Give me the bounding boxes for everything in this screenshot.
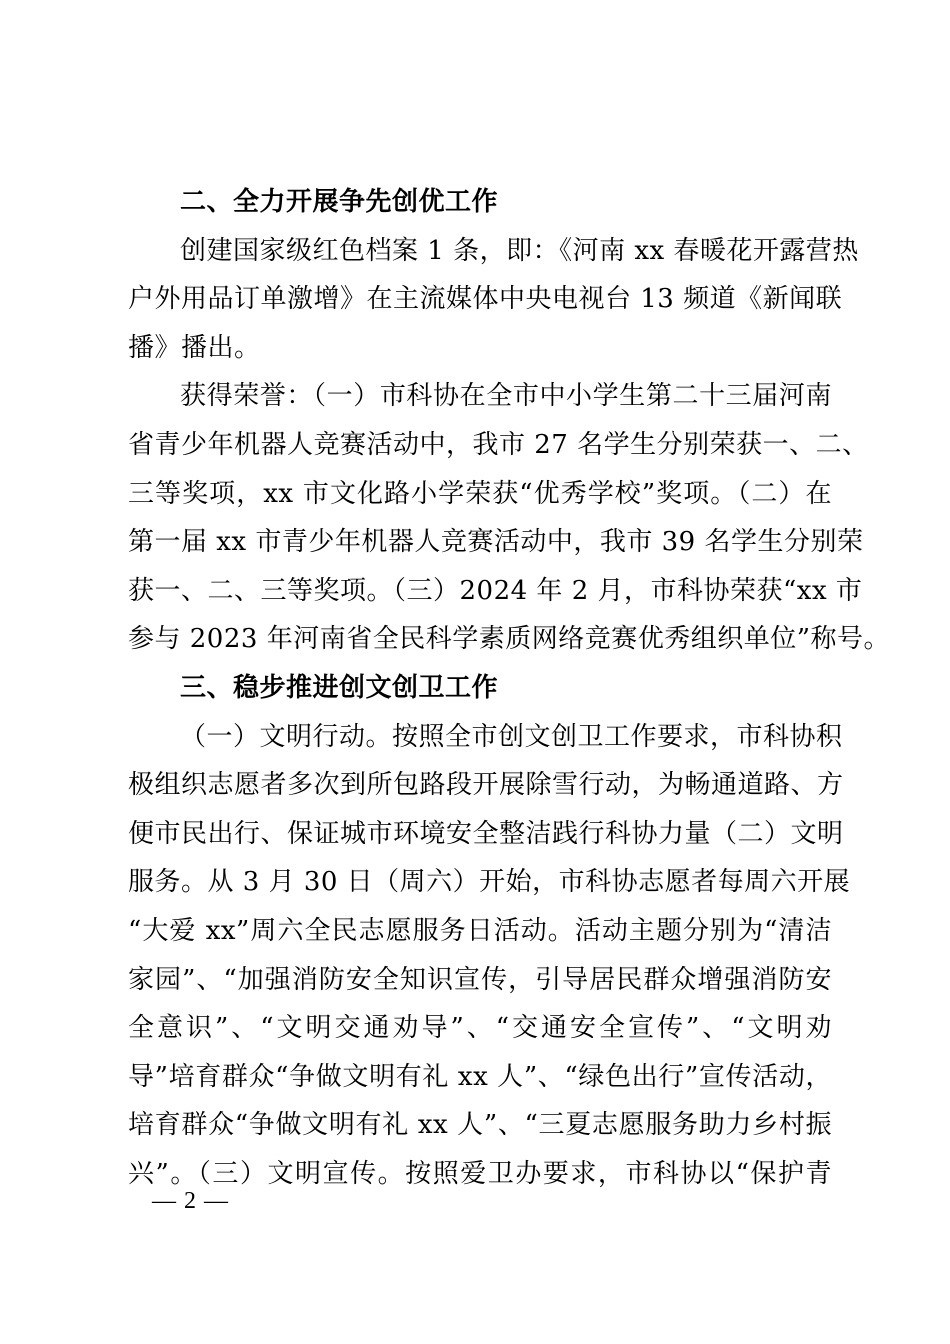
section-heading-2: 二、全力开展争先创优工作 bbox=[180, 187, 499, 217]
document-body bbox=[128, 178, 890, 1198]
paragraph-line: 便市民出行、保证城市环境安全整洁践行科协力量（二）文明 bbox=[128, 818, 844, 849]
page-number: — 2 — bbox=[152, 1188, 229, 1214]
paragraph-line: 家园”、“加强消防安全知识宣传，引导居民群众增强消防安 bbox=[128, 964, 832, 995]
paragraph-line: 兴”。（三）文明宣传。按照爱卫办要求，市科协以“保护青 bbox=[128, 1158, 832, 1189]
paragraph-line: 三等奖项，xx 市文化路小学荣获“优秀学校”奖项。（二）在 bbox=[128, 478, 832, 509]
paragraph-line: 第一届 xx 市青少年机器人竞赛活动中，我市 39 名学生分别荣 bbox=[128, 527, 864, 558]
paragraph-line: 导”培育群众“争做文明有礼 xx 人”、“绿色出行”宣传活动， bbox=[128, 1061, 832, 1092]
paragraph-line: 户外用品订单激增》在主流媒体中央电视台 13 频道《新闻联 bbox=[128, 284, 843, 315]
section-heading-3: 三、稳步推进创文创卫工作 bbox=[180, 672, 499, 703]
paragraph-line: 培育群众“争做文明有礼 xx 人”、“三夏志愿服务助力乡村振 bbox=[128, 1110, 832, 1141]
paragraph-line: 服务。从 3 月 30 日（周六）开始，市科协志愿者每周六开展 bbox=[128, 867, 851, 898]
paragraph-line: “大爱 xx”周六全民志愿服务日活动。活动主题分别为“清洁 bbox=[128, 915, 832, 946]
paragraph-line: 播》播出。 bbox=[128, 332, 261, 363]
paragraph-line: 获一、二、三等奖项。（三）2024 年 2 月，市科协荣获“xx 市 bbox=[128, 575, 863, 606]
paragraph-line: 创建国家级红色档案 1 条，即：《河南 xx 春暖花开露营热 bbox=[180, 235, 859, 266]
paragraph-line: 参与 2023 年河南省全民科学素质网络竞赛优秀组织单位”称号。 bbox=[128, 624, 890, 655]
paragraph-line: 省青少年机器人竞赛活动中，我市 27 名学生分别荣获一、二、 bbox=[128, 429, 869, 460]
paragraph-line: 获得荣誉：（一）市科协在全市中小学生第二十三届河南 bbox=[180, 381, 832, 412]
paragraph-line: 极组织志愿者多次到所包路段开展除雪行动，为畅通道路、方 bbox=[128, 770, 844, 801]
paragraph-line: 全意识”、“文明交通劝导”、“交通安全宣传”、“文明劝 bbox=[128, 1013, 832, 1044]
paragraph-line: （一）文明行动。按照全市创文创卫工作要求，市科协积 bbox=[180, 721, 843, 752]
